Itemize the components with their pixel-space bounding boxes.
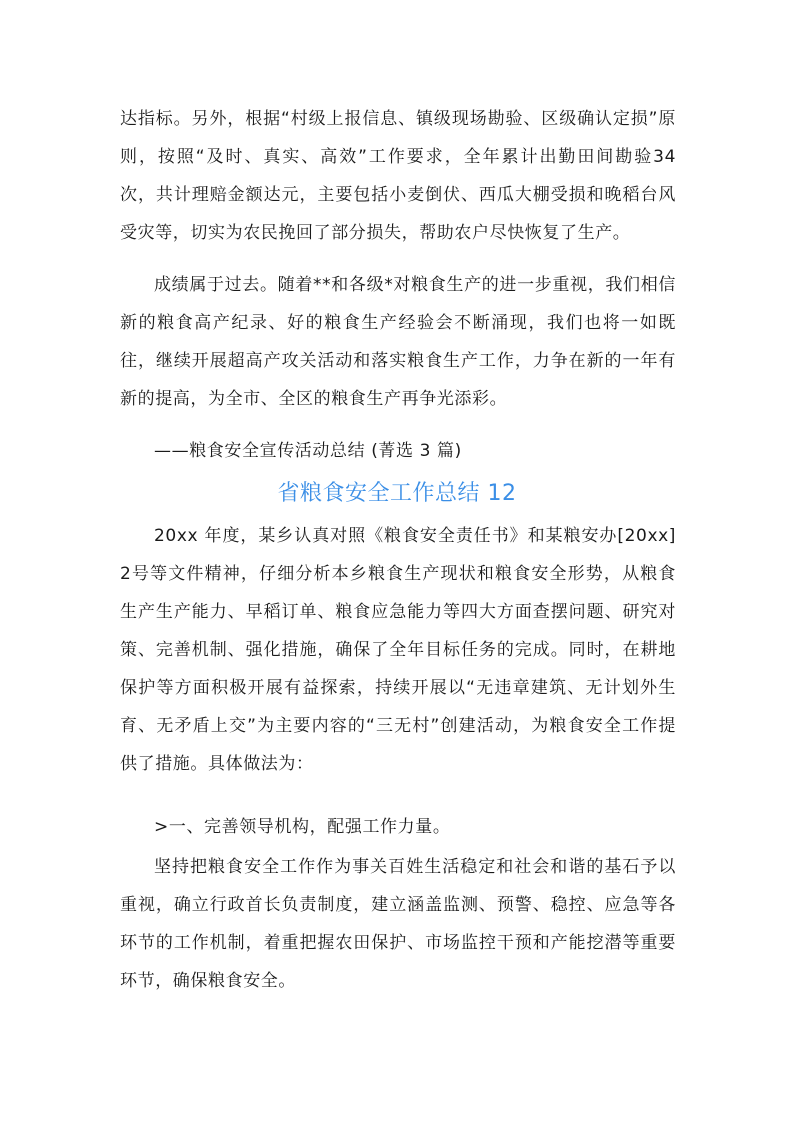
section-title: 省粮食安全工作总结 12 (277, 481, 517, 506)
paragraph-3-source-note: ——粮食安全宣传活动总结 (菁选 3 篇) (154, 441, 462, 461)
paragraph-6: 坚持把粮食安全工作作为事关百姓生活稳定和社会和谐的基石予以重视，确立行政首长负责制度，建立涵盖监测、预警、稳控、应急等各环节的工作机制，着重把握农田保护、市场监控干预和产能挖潜等重要环节，确保粮食安全。 (120, 857, 676, 991)
paragraph-1: 达指标。另外，根据“村级上报信息、镇级现场勘验、区级确认定损”原则，按照“及时、真实、高效”工作要求，全年累计出勤田间勘验34 次，共计理赔金额达元，主要包括小麦倒伏、西瓜大棚受损和晚稻台风受灾等，切实为农民挽回了部分损失，帮助农户尽快恢复了生产。 (120, 109, 676, 243)
paragraph-4: 20xx 年度，某乡认真对照《粮食安全责任书》和某粮安办[20xx]2号等文件精神，仔细分析本乡粮食生产现状和粮食安全形势，从粮食生产生产能力、早稻订单、粮食应急能力等四大方面查摆问题、研究对策、完善机制、强化措施，确保了全年目标任务的完成。同时，在耕地保护等方面积极开展有益探索，持续开展以“无违章建筑、无计划外生育、无矛盾上交”为主要内容的“三无村”创建活动，为粮食安全工作提供了措施。具体做法为： (120, 526, 676, 774)
paragraph-2: 成绩属于过去。随着**和各级*对粮食生产的进一步重视，我们相信新的粮食高产纪录、好的粮食生产经验会不断涌现，我们也将一如既往，继续开展超高产攻关活动和落实粮食生产工作，力争在新的一年有新的提高，为全市、全区的粮食生产再争光添彩。 (120, 275, 676, 409)
paragraph-5-heading: >一、完善领导机构，配强工作力量。 (154, 817, 451, 837)
